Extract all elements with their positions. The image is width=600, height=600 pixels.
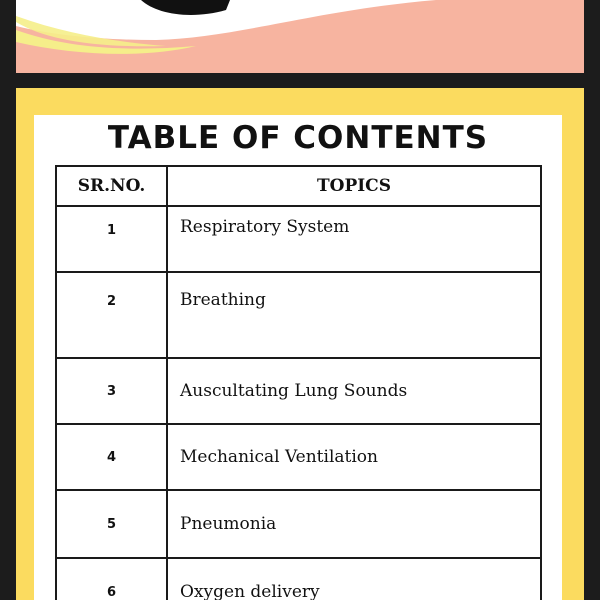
- row-number: 5: [56, 490, 167, 558]
- row-topic: Breathing: [167, 272, 541, 358]
- toc-header-row: [56, 166, 541, 206]
- toc-title: TABLE OF CONTENTS: [107, 120, 489, 156]
- row-topic: Respiratory System: [167, 206, 541, 272]
- table-row: [56, 358, 541, 424]
- row-number: 3: [56, 358, 167, 424]
- row-topic: Pneumonia: [167, 490, 541, 558]
- row-number: 2: [56, 272, 167, 358]
- row-number: 1: [56, 206, 167, 272]
- cover-illustration: [16, 0, 584, 73]
- row-number: 6: [56, 558, 167, 600]
- table-row: [56, 424, 541, 490]
- header-number: SR.NO.: [56, 166, 167, 206]
- cover-art: [16, 0, 584, 73]
- row-topic: Oxygen delivery: [167, 558, 541, 600]
- toc-table: [55, 165, 542, 600]
- row-topic: Mechanical Ventilation: [167, 424, 541, 490]
- row-number: 4: [56, 424, 167, 490]
- table-row: [56, 272, 541, 358]
- row-topic: Auscultating Lung Sounds: [167, 358, 541, 424]
- header-topic: TOPICS: [167, 166, 541, 206]
- table-row: [56, 558, 541, 600]
- table-row: [56, 206, 541, 272]
- table-row: [56, 490, 541, 558]
